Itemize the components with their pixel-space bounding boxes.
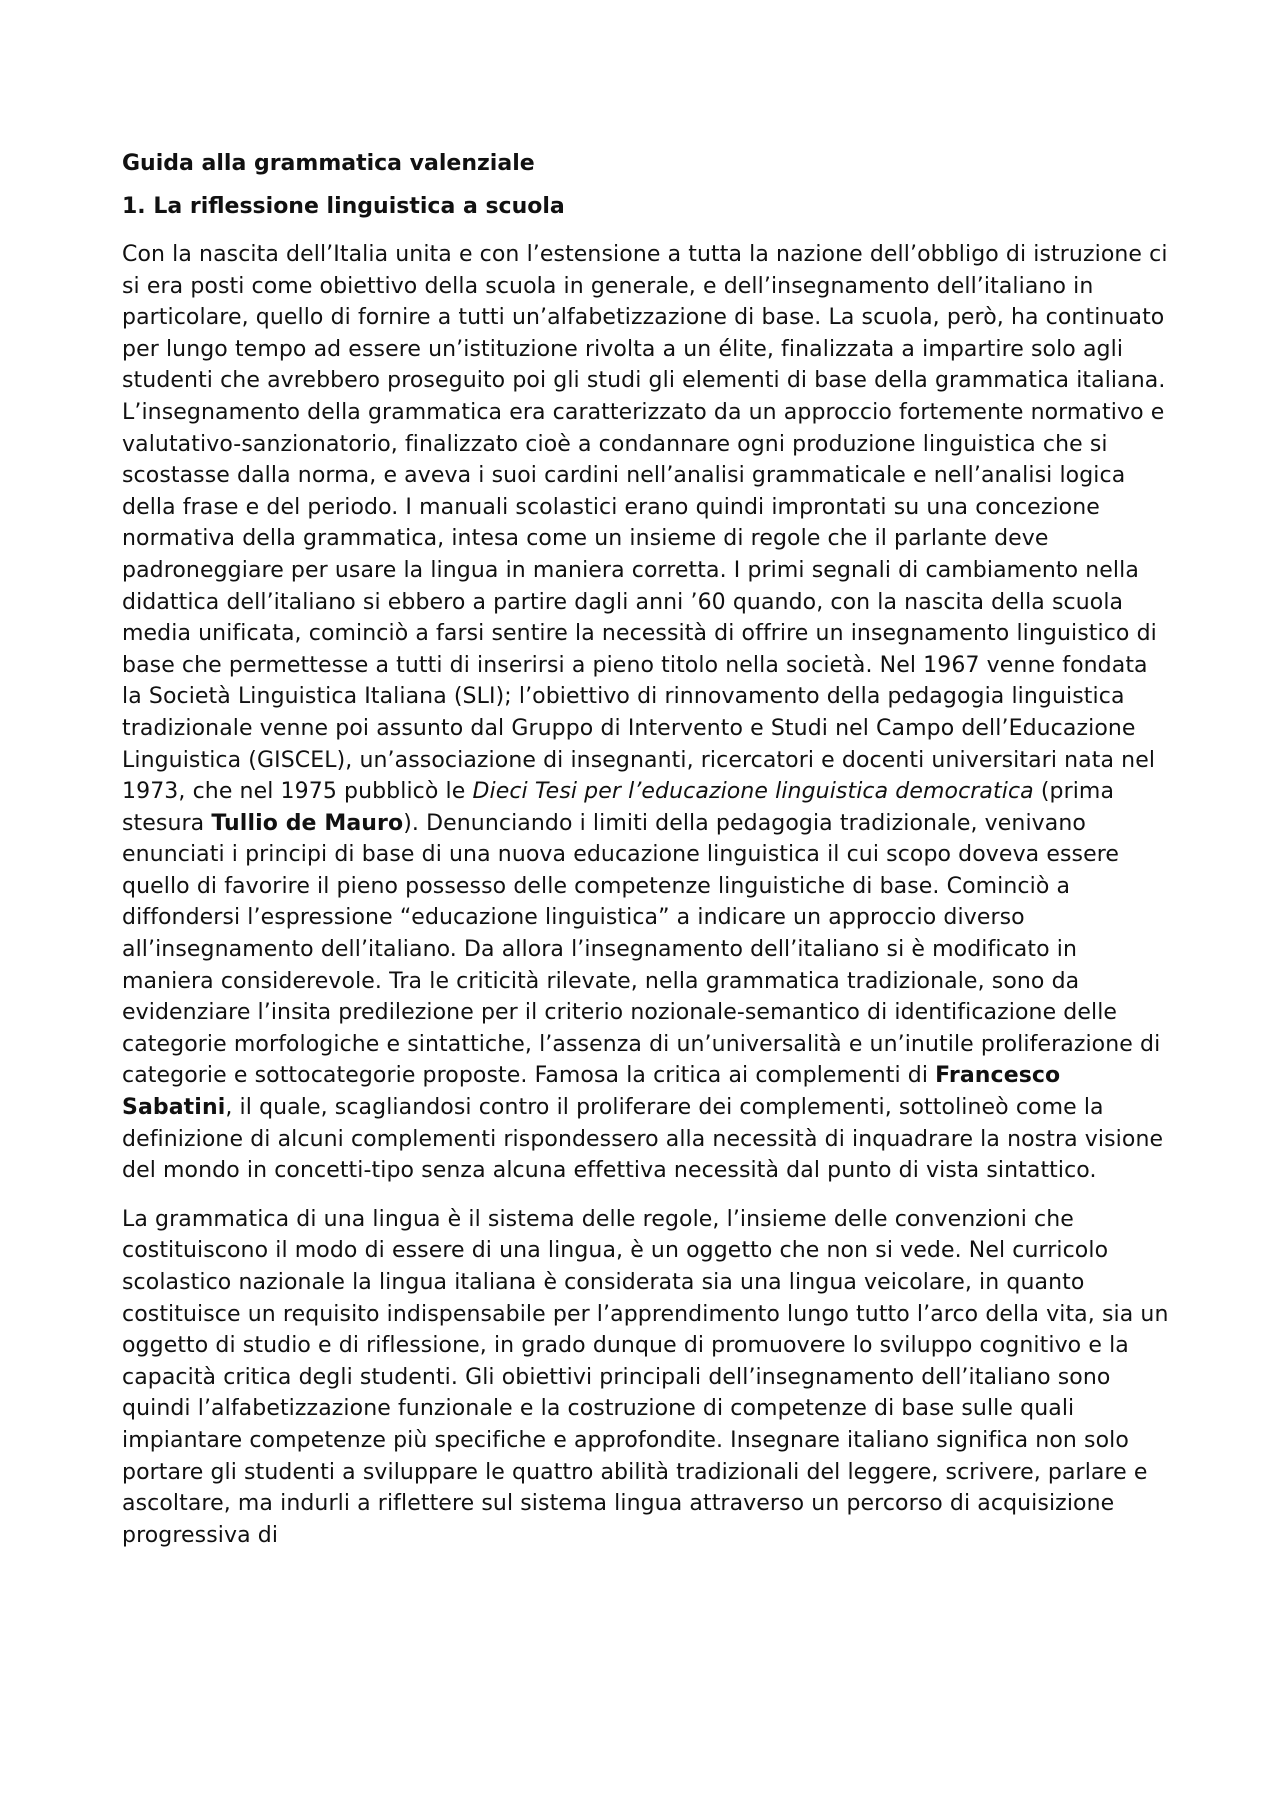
paragraph-1-text-d: , il quale, scagliandosi contro il proliferare dei complementi, sottolineò come la definizione di alcuni complementi rispondessero alla necessità di inquadrare la nostra visione del mondo in concetti-tipo senza alcuna effettiva necessità dal punto di vista sintattico. [122,1095,1164,1184]
paragraph-1-text-c: ). Denunciando i limiti della pedagogia tradizionale, venivano enunciati i principi di base di una nuova educazione linguistica il cui scopo doveva essere quello di favorire il pieno possesso delle competenze linguistiche di base. Cominciò a diffondersi l’espressione “educazione linguistica” a indicare un approccio diverso all’insegnamento dell’italiano. Da allora l’insegnamento dell’italiano si è modificato in maniera considerevole. Tra le criticità rilevate, nella grammatica tradizionale, sono da evidenziare l’insita predilezione per il criterio nozionale-semantico di identificazione delle categorie morfologiche e sintattiche, l’assenza di un’universalità e un’inutile proliferazione di categorie e sottocategorie proposte. Famosa la critica ai complementi di [122,810,1161,1089]
bold-name-francesco-sabatini: Francesco Sabatini [122,1063,1061,1121]
paragraph-1-text-b: (prima stesura [122,779,1115,836]
section-heading: 1. La riflessione linguistica a scuola [122,194,565,219]
paragraph-1 [122,239,1172,1187]
document-title: Guida alla grammatica valenziale [122,151,535,176]
paragraph-2: La grammatica di una lingua è il sistema delle regole, l’insieme delle convenzioni che costituiscono il modo di essere di una lingua, è un oggetto che non si vede. Nel curricolo scolastico nazionale la lingua italiana è considerata sia una lingua veicolare, in quanto costituisce un requisito indispensabile per l’apprendimento lungo tutto l’arco della vita, sia un oggetto di studio e di riflessione, in grado dunque di promuovere lo sviluppo cognitivo e la capacità critica degli studenti. Gli obiettivi principali dell’insegnamento dell’italiano sono quindi l’alfabetizzazione funzionale e la costruzione di competenze di base sulle quali impiantare competenze più specifiche e approfondite. Insegnare italiano significa non solo portare gli studenti a sviluppare le quattro abilità tradizionali del leggere, scrivere, parlare e ascoltare, ma indurli a riflettere sul sistema lingua attraverso un percorso di acquisizione progressiva di [122,1206,1169,1548]
bold-name-tullio-de-mauro: Tullio de Mauro [211,810,404,836]
italic-book-title: Dieci Tesi per l’educazione linguistica democratica [472,779,1034,805]
document-page [122,148,1172,1551]
paragraph-1-text-a: Con la nascita dell’Italia unita e con l’estensione a tutta la nazione dell’obbligo di istruzione ci si era posti come obiettivo della scuola in generale, e dell’insegnamento dell’italiano in particolare, quello di fornire a tutti un’alfabetizzazione di base. La scuola, però, ha continuato per lungo tempo ad essere un’istituzione rivolta a un élite, finalizzata a impartire solo agli studenti che avrebbero proseguito poi gli studi gli elementi di base della grammatica italiana. L’insegnamento della grammatica era caratterizzato da un approccio fortemente normativo e valutativo-sanzionatorio, finalizzato cioè a condannare ogni produzione linguistica che si scostasse dalla norma, e aveva i suoi cardini nell’analisi grammaticale e nell’analisi logica della frase e del periodo. I manuali scolastici erano quindi improntati su una concezione normativa della grammatica, intesa come un insieme di regole che il parlante deve padroneggiare per usare la lingua in maniera corretta. I primi segnali di cambiamento nella didattica dell’italiano si ebbero a partire dagli anni ’60 quando, con la nascita della scuola media unificata, cominciò a farsi sentire la necessità di offrire un insegnamento linguistico di base che permettesse a tutti di inserirsi a pieno titolo nella società. Nel 1967 venne fondata la Società Linguistica Italiana (SLI); l’obiettivo di rinnovamento della pedagogia linguistica tradizionale venne poi assunto dal Gruppo di Intervento e Studi nel Campo dell’Educazione Linguistica (GISCEL), un’associazione di insegnanti, ricercatori e docenti universitari nata nel 1973, che nel 1975 pubblicò le [122,242,1168,805]
